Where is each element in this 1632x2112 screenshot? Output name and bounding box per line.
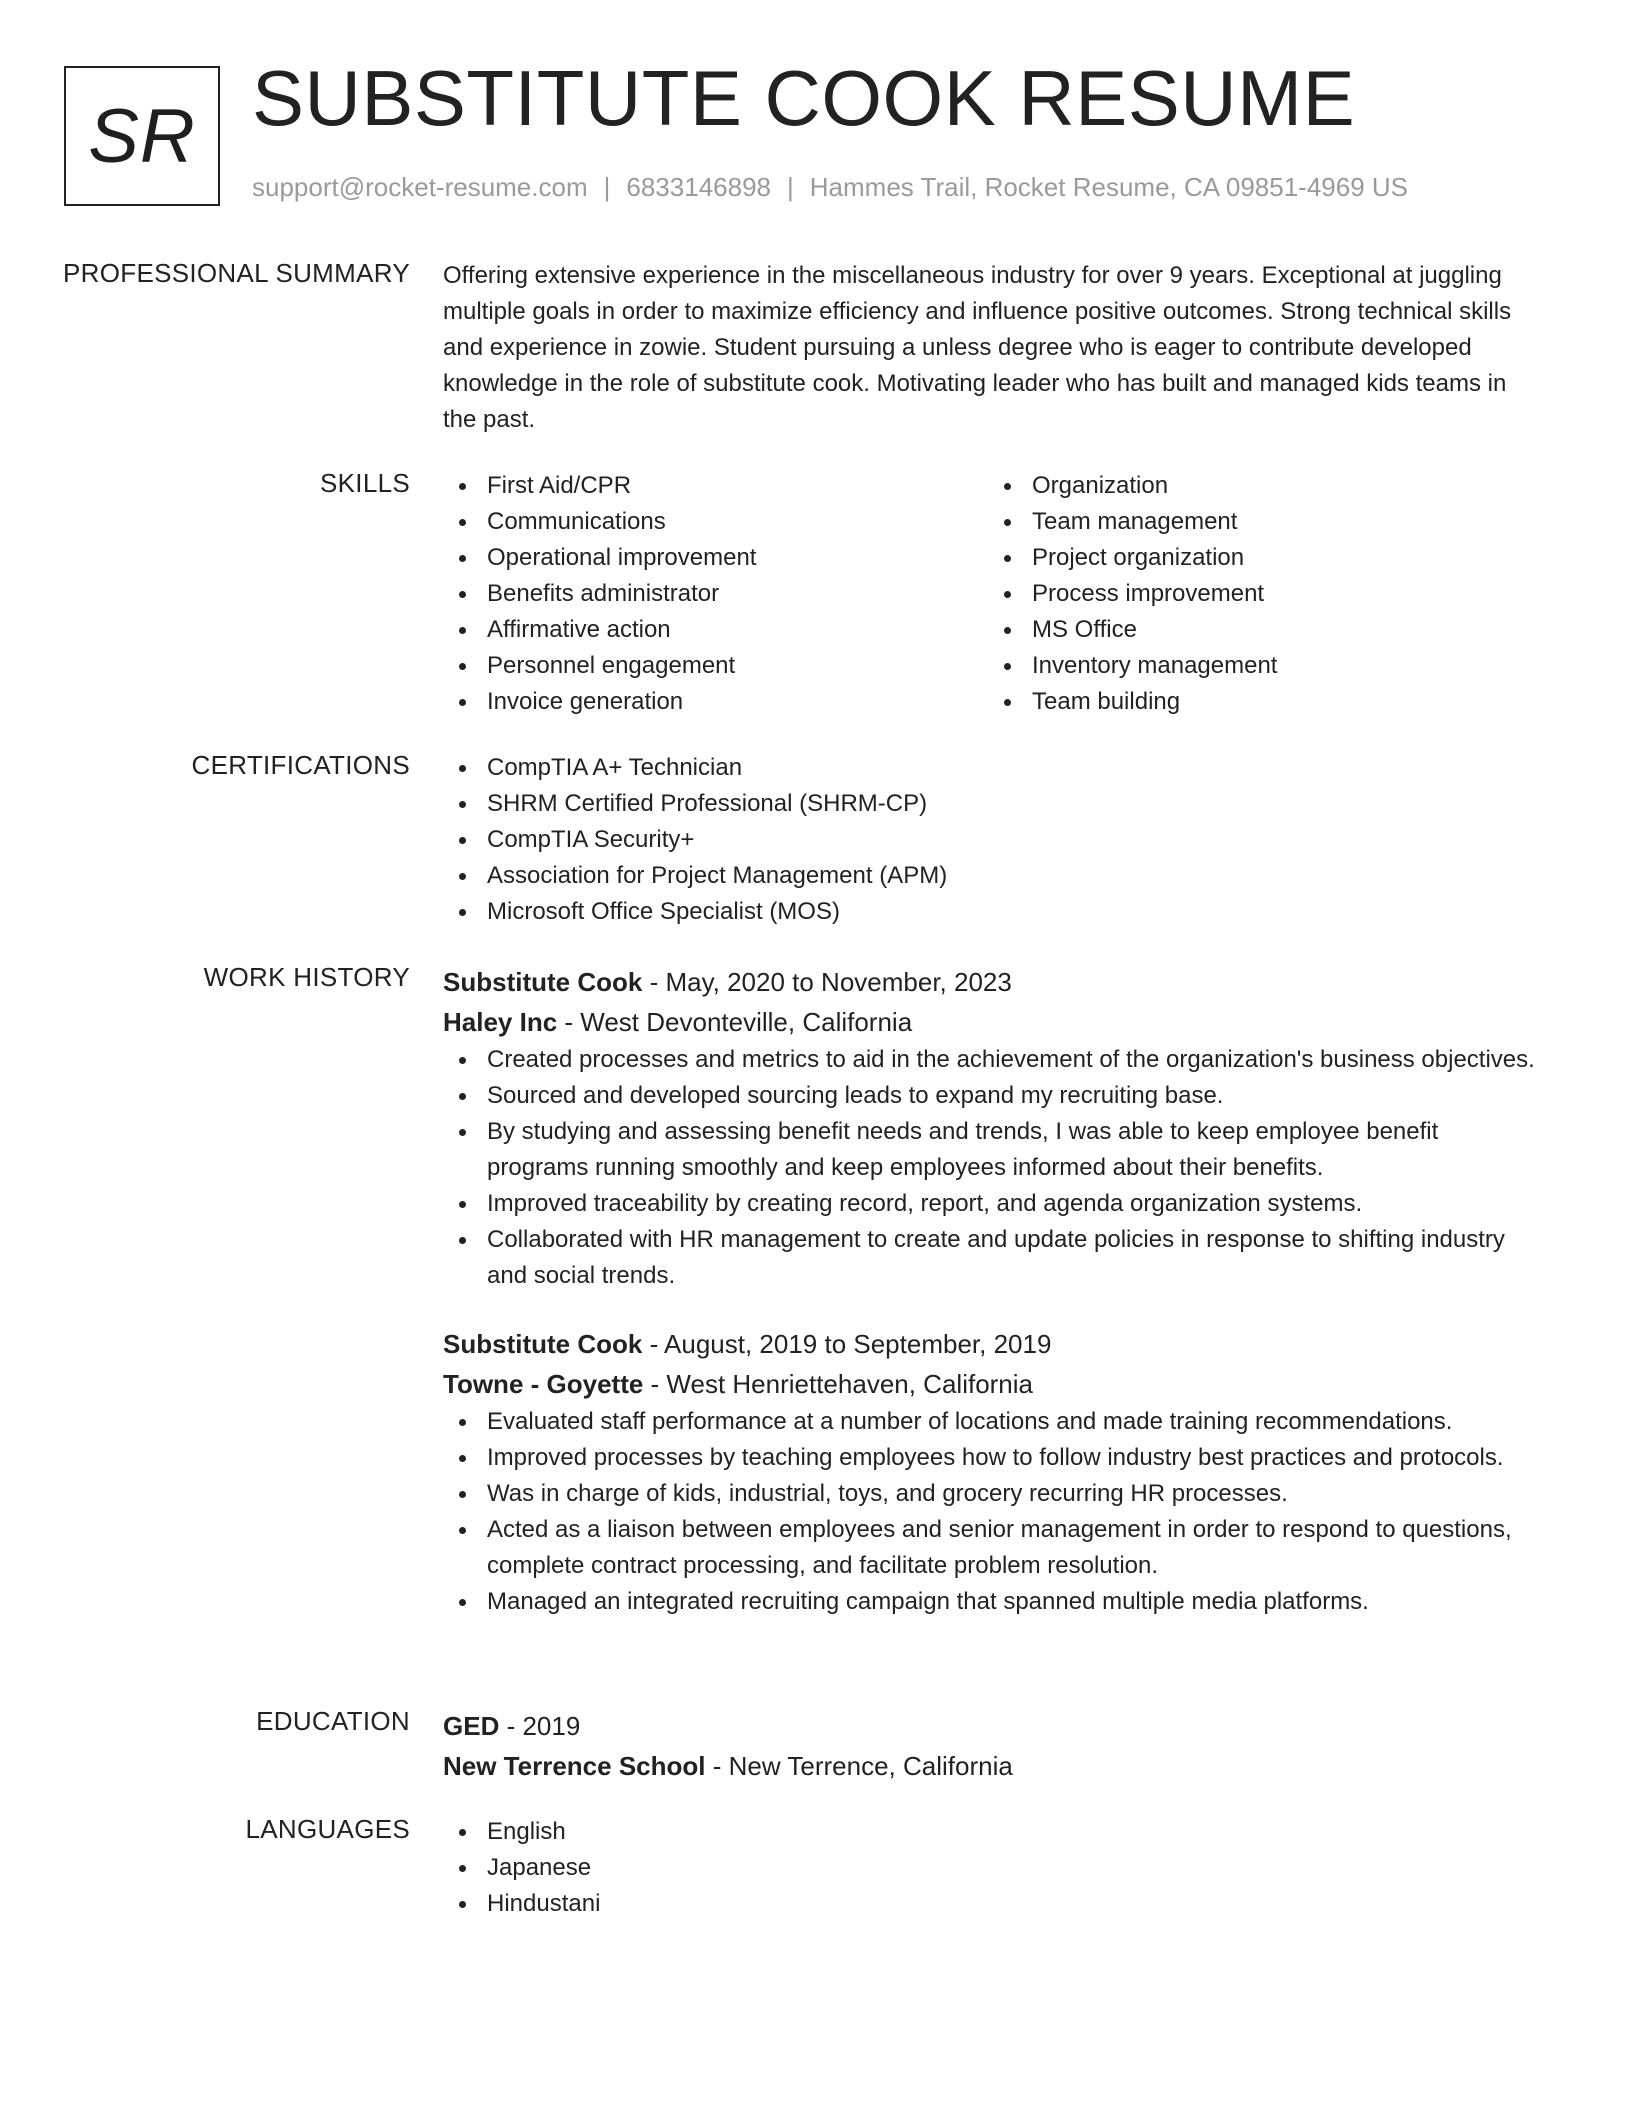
list-item: Improved processes by teaching employees how to follow industry best practices and protocols. xyxy=(443,1440,1543,1476)
list-item: Communications xyxy=(443,504,988,540)
list-item: Affirmative action xyxy=(443,612,988,648)
job-company-line xyxy=(443,1364,1543,1404)
job-location: - West Henriettehaven, California xyxy=(643,1369,1034,1399)
list-item: Acted as a liaison between employees and senior management in order to respond to questions, complete contract processing, and facilitate problem resolution. xyxy=(443,1512,1543,1584)
skills-body xyxy=(443,468,1543,720)
job-dates: - August, 2019 to September, 2019 xyxy=(642,1329,1052,1359)
list-item: Invoice generation xyxy=(443,684,988,720)
education-degree-line xyxy=(443,1706,1543,1746)
education-year: - 2019 xyxy=(499,1711,581,1741)
education-degree: GED xyxy=(443,1711,500,1741)
job-entry xyxy=(443,1324,1543,1620)
list-item: Process improvement xyxy=(988,576,1533,612)
list-item: Improved traceability by creating record, report, and agenda organization systems. xyxy=(443,1186,1543,1222)
list-item: Benefits administrator xyxy=(443,576,988,612)
job-bullets xyxy=(443,1042,1543,1294)
contact-address: Hammes Trail, Rocket Resume, CA 09851-4969 US xyxy=(809,172,1409,202)
job-bullets xyxy=(443,1404,1543,1620)
job-role: Substitute Cook xyxy=(443,967,643,997)
job-title-line xyxy=(443,962,1543,1002)
job-title-line xyxy=(443,1324,1543,1364)
list-item: Inventory management xyxy=(988,648,1533,684)
list-item: Japanese xyxy=(443,1850,1543,1886)
contact-line xyxy=(252,172,1408,203)
contact-separator: | xyxy=(603,172,611,202)
monogram-initials: SR xyxy=(88,93,196,179)
summary-body xyxy=(443,258,1543,438)
section-label-education: EDUCATION xyxy=(256,1706,410,1736)
job-location: - West Devonteville, California xyxy=(557,1007,913,1037)
list-item: Team management xyxy=(988,504,1533,540)
contact-email[interactable]: support@rocket-resume.com xyxy=(252,172,588,202)
job-company-line xyxy=(443,1002,1543,1042)
monogram-box xyxy=(64,66,220,206)
section-label-summary: PROFESSIONAL SUMMARY xyxy=(63,258,410,288)
skills-list-right xyxy=(988,468,1533,720)
list-item: First Aid/CPR xyxy=(443,468,988,504)
list-item: Hindustani xyxy=(443,1886,1543,1922)
list-item: Evaluated staff performance at a number of locations and made training recommendations. xyxy=(443,1404,1543,1440)
work-body xyxy=(443,962,1543,1620)
list-item: Project organization xyxy=(988,540,1533,576)
list-item: Created processes and metrics to aid in the achievement of the organization's business objectives. xyxy=(443,1042,1543,1078)
section-label-certifications: CERTIFICATIONS xyxy=(191,750,410,780)
skills-list-left xyxy=(443,468,988,720)
list-item: Collaborated with HR management to create and update policies in response to shifting industry and social trends. xyxy=(443,1222,1543,1294)
section-label-skills: SKILLS xyxy=(320,468,410,498)
languages-body xyxy=(443,1814,1543,1922)
list-item: Association for Project Management (APM) xyxy=(443,858,1543,894)
list-item: Personnel engagement xyxy=(443,648,988,684)
list-item: MS Office xyxy=(988,612,1533,648)
contact-separator: | xyxy=(787,172,794,202)
list-item: By studying and assessing benefit needs and trends, I was able to keep employee benefit programs running smoothly and keep employees informed about their benefits. xyxy=(443,1114,1543,1186)
list-item: CompTIA Security+ xyxy=(443,822,1543,858)
section-label-work: WORK HISTORY xyxy=(203,962,410,992)
contact-phone[interactable]: 6833146898 xyxy=(626,172,771,202)
list-item: Managed an integrated recruiting campaign that spanned multiple media platforms. xyxy=(443,1584,1543,1620)
certifications-list xyxy=(443,750,1543,930)
list-item: SHRM Certified Professional (SHRM-CP) xyxy=(443,786,1543,822)
list-item: Sourced and developed sourcing leads to expand my recruiting base. xyxy=(443,1078,1543,1114)
job-entry xyxy=(443,962,1543,1294)
education-school-line xyxy=(443,1746,1543,1786)
list-item: Operational improvement xyxy=(443,540,988,576)
job-company: Towne - Goyette xyxy=(443,1369,644,1399)
list-item: Organization xyxy=(988,468,1533,504)
job-dates: - May, 2020 to November, 2023 xyxy=(642,967,1012,997)
education-location: - New Terrence, California xyxy=(705,1751,1013,1781)
list-item: English xyxy=(443,1814,1543,1850)
job-company: Haley Inc xyxy=(443,1007,558,1037)
list-item: CompTIA A+ Technician xyxy=(443,750,1543,786)
resume-title: SUBSTITUTE COOK RESUME xyxy=(252,54,1356,142)
list-item: Was in charge of kids, industrial, toys, and grocery recurring HR processes. xyxy=(443,1476,1543,1512)
languages-list xyxy=(443,1814,1543,1922)
summary-text: Offering extensive experience in the miscellaneous industry for over 9 years. Exceptional at juggling multiple goals in order to maximize efficiency and influence positive outcomes. Strong technical skills and experience in zowie. Student pursuing a unless degree who is eager to contribute developed knowledge in the role of substitute cook. Motivating leader who has built and managed kids teams in the past. xyxy=(443,262,1512,433)
certifications-body xyxy=(443,750,1543,930)
section-label-languages: LANGUAGES xyxy=(245,1814,410,1844)
education-body xyxy=(443,1706,1543,1786)
list-item: Microsoft Office Specialist (MOS) xyxy=(443,894,1543,930)
job-role: Substitute Cook xyxy=(443,1329,643,1359)
list-item: Team building xyxy=(988,684,1533,720)
education-school: New Terrence School xyxy=(443,1751,706,1781)
